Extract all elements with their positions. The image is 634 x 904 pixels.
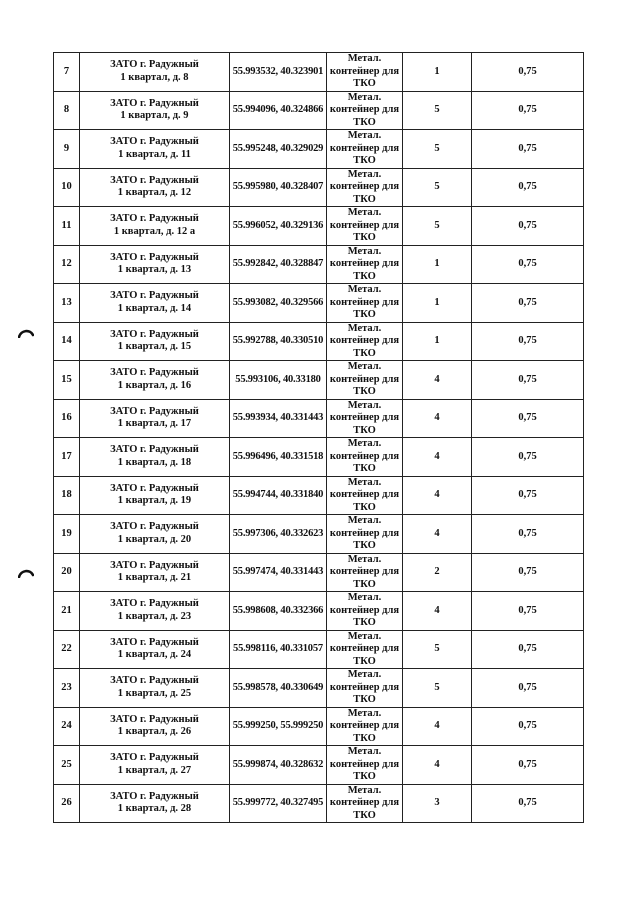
container-type-line-2: контейнер для — [329, 797, 400, 808]
table-row — [54, 630, 584, 669]
address-settlement: ЗАТО г. Радужный — [110, 367, 199, 379]
container-type-line-3: ТКО — [353, 232, 376, 243]
address-settlement: ЗАТО г. Радужный — [110, 136, 199, 148]
table-row — [54, 746, 584, 785]
container-volume-cell: 0,75 — [472, 207, 584, 246]
coordinates-cell: 55.993106, 40.33180 — [230, 361, 327, 400]
container-type-line-1: Метал. — [347, 53, 382, 64]
address-house: 1 квартал, д. 12 а — [113, 225, 196, 237]
container-count-cell: 5 — [403, 207, 472, 246]
address-house: 1 квартал, д. 15 — [117, 341, 192, 353]
address-cell — [80, 284, 230, 323]
container-type-line-2: контейнер для — [329, 181, 400, 192]
container-volume-cell: 0,75 — [472, 438, 584, 477]
container-type-line-3: ТКО — [353, 463, 376, 474]
table-row — [54, 707, 584, 746]
container-count-cell: 4 — [403, 399, 472, 438]
container-type-line-2: контейнер для — [329, 643, 400, 654]
container-count-cell: 5 — [403, 130, 472, 169]
container-count-cell: 5 — [403, 669, 472, 708]
container-type-cell — [327, 784, 403, 823]
container-type-line-1: Метал. — [347, 592, 382, 603]
coordinates-cell: 55.998578, 40.330649 — [230, 669, 327, 708]
address-settlement: ЗАТО г. Радужный — [110, 713, 199, 725]
container-type-line-1: Метал. — [347, 284, 382, 295]
container-volume-cell: 0,75 — [472, 245, 584, 284]
container-type-line-3: ТКО — [353, 655, 376, 667]
address-cell — [80, 168, 230, 207]
container-type-line-1: Метал. — [347, 476, 382, 488]
container-type-cell — [327, 669, 403, 708]
coordinates-cell: 55.999874, 40.328632 — [230, 746, 327, 785]
table-row — [54, 91, 584, 130]
container-volume-cell: 0,75 — [472, 707, 584, 746]
address-cell — [80, 553, 230, 592]
container-count-cell: 5 — [403, 630, 472, 669]
container-type-cell — [327, 168, 403, 207]
table-row — [54, 361, 584, 400]
row-number: 13 — [54, 284, 80, 323]
row-number: 25 — [54, 746, 80, 785]
hole-punch-mark-icon — [18, 328, 34, 338]
container-type-line-3: ТКО — [353, 155, 376, 166]
address-cell — [80, 438, 230, 477]
container-type-line-1: Метал. — [347, 784, 382, 796]
coordinates-cell: 55.992788, 40.330510 — [230, 322, 327, 361]
container-count-cell: 4 — [403, 361, 472, 400]
coordinates-cell: 55.992842, 40.328847 — [230, 245, 327, 284]
row-number: 12 — [54, 245, 80, 284]
container-type-cell — [327, 130, 403, 169]
container-type-cell — [327, 53, 403, 92]
address-settlement: ЗАТО г. Радужный — [110, 213, 199, 225]
container-volume-cell: 0,75 — [472, 515, 584, 554]
table-row — [54, 399, 584, 438]
address-house: 1 квартал, д. 28 — [117, 803, 192, 815]
container-type-line-1: Метал. — [347, 322, 382, 334]
container-type-cell — [327, 399, 403, 438]
container-type-cell — [327, 91, 403, 130]
container-type-line-3: ТКО — [353, 501, 376, 513]
container-type-line-3: ТКО — [353, 578, 376, 590]
container-type-line-3: ТКО — [353, 809, 376, 821]
container-type-line-2: контейнер для — [329, 219, 400, 231]
address-cell — [80, 707, 230, 746]
table-row — [54, 669, 584, 708]
address-cell — [80, 630, 230, 669]
container-type-line-2: контейнер для — [329, 566, 400, 577]
address-house: 1 квартал, д. 21 — [117, 572, 192, 584]
address-house: 1 квартал, д. 8 — [120, 71, 189, 83]
container-type-cell — [327, 245, 403, 284]
container-type-line-1: Метал. — [347, 361, 382, 372]
address-settlement: ЗАТО г. Радужный — [110, 598, 199, 610]
container-count-cell: 4 — [403, 515, 472, 554]
address-cell — [80, 476, 230, 515]
row-number: 20 — [54, 553, 80, 592]
container-count-cell: 4 — [403, 746, 472, 785]
row-number: 18 — [54, 476, 80, 515]
row-number: 19 — [54, 515, 80, 554]
container-type-cell — [327, 707, 403, 746]
address-settlement: ЗАТО г. Радужный — [110, 636, 199, 648]
container-volume-cell: 0,75 — [472, 168, 584, 207]
container-type-line-2: контейнер для — [329, 373, 400, 385]
table-row — [54, 284, 584, 323]
table-row — [54, 168, 584, 207]
address-house: 1 квартал, д. 9 — [120, 110, 189, 122]
container-count-cell: 1 — [403, 245, 472, 284]
container-volume-cell: 0,75 — [472, 669, 584, 708]
container-type-line-3: ТКО — [353, 540, 376, 551]
address-cell — [80, 361, 230, 400]
coordinates-cell: 55.998116, 40.331057 — [230, 630, 327, 669]
coordinates-cell: 55.997306, 40.332623 — [230, 515, 327, 554]
table-row — [54, 476, 584, 515]
address-cell — [80, 91, 230, 130]
address-cell — [80, 515, 230, 554]
coordinates-cell: 55.999772, 40.327495 — [230, 784, 327, 823]
row-number: 15 — [54, 361, 80, 400]
container-count-cell: 4 — [403, 476, 472, 515]
address-cell — [80, 746, 230, 785]
container-type-line-3: ТКО — [353, 193, 376, 205]
container-type-cell — [327, 322, 403, 361]
container-count-cell: 1 — [403, 284, 472, 323]
container-type-line-3: ТКО — [353, 116, 376, 128]
container-type-line-3: ТКО — [353, 309, 376, 320]
container-count-cell: 4 — [403, 592, 472, 631]
container-type-line-1: Метал. — [347, 669, 382, 680]
address-cell — [80, 399, 230, 438]
address-settlement: ЗАТО г. Радужный — [110, 675, 199, 687]
table-row — [54, 53, 584, 92]
container-count-cell: 2 — [403, 553, 472, 592]
address-house: 1 квартал, д. 12 — [117, 187, 192, 199]
container-volume-cell: 0,75 — [472, 784, 584, 823]
address-cell — [80, 130, 230, 169]
container-count-cell: 4 — [403, 707, 472, 746]
container-volume-cell: 0,75 — [472, 476, 584, 515]
container-type-line-3: ТКО — [353, 771, 376, 782]
container-type-line-2: контейнер для — [329, 450, 400, 462]
address-settlement: ЗАТО г. Радужный — [110, 752, 199, 764]
container-count-cell: 4 — [403, 438, 472, 477]
row-number: 22 — [54, 630, 80, 669]
coordinates-cell: 55.994744, 40.331840 — [230, 476, 327, 515]
container-type-line-3: ТКО — [353, 78, 376, 89]
container-type-line-3: ТКО — [353, 270, 376, 282]
container-volume-cell: 0,75 — [472, 592, 584, 631]
container-type-cell — [327, 630, 403, 669]
container-type-line-3: ТКО — [353, 424, 376, 436]
container-type-line-1: Метал. — [347, 746, 382, 757]
table-row — [54, 207, 584, 246]
table-body — [54, 53, 584, 823]
coordinates-cell: 55.999250, 55.999250 — [230, 707, 327, 746]
table-row — [54, 515, 584, 554]
container-volume-cell: 0,75 — [472, 630, 584, 669]
address-house: 1 квартал, д. 24 — [117, 649, 192, 661]
table-row — [54, 553, 584, 592]
table-row — [54, 130, 584, 169]
table-row — [54, 784, 584, 823]
coordinates-cell: 55.993082, 40.329566 — [230, 284, 327, 323]
table-row — [54, 438, 584, 477]
container-type-cell — [327, 284, 403, 323]
container-type-cell — [327, 553, 403, 592]
container-type-cell — [327, 515, 403, 554]
container-type-line-2: контейнер для — [329, 489, 400, 500]
address-settlement: ЗАТО г. Радужный — [110, 174, 199, 186]
container-type-line-3: ТКО — [353, 732, 376, 744]
container-sites-table — [53, 52, 584, 823]
container-type-cell — [327, 438, 403, 477]
container-type-line-1: Метал. — [347, 438, 382, 449]
container-type-line-2: контейнер для — [329, 720, 400, 731]
container-type-line-1: Метал. — [347, 399, 382, 411]
address-settlement: ЗАТО г. Радужный — [110, 482, 199, 494]
address-house: 1 квартал, д. 23 — [117, 610, 192, 622]
container-count-cell: 1 — [403, 322, 472, 361]
container-type-line-1: Метал. — [347, 553, 382, 565]
row-number: 14 — [54, 322, 80, 361]
row-number: 21 — [54, 592, 80, 631]
address-cell — [80, 784, 230, 823]
container-type-line-2: контейнер для — [329, 527, 400, 539]
row-number: 9 — [54, 130, 80, 169]
container-type-cell — [327, 746, 403, 785]
container-type-line-1: Метал. — [347, 168, 382, 180]
coordinates-cell: 55.997474, 40.331443 — [230, 553, 327, 592]
container-type-cell — [327, 592, 403, 631]
container-type-line-2: контейнер для — [329, 296, 400, 308]
container-type-cell — [327, 361, 403, 400]
address-settlement: ЗАТО г. Радужный — [110, 444, 199, 456]
address-cell — [80, 245, 230, 284]
container-type-line-1: Метал. — [347, 245, 382, 257]
container-volume-cell: 0,75 — [472, 322, 584, 361]
table-row — [54, 245, 584, 284]
container-count-cell: 1 — [403, 53, 472, 92]
table-row — [54, 322, 584, 361]
table-row — [54, 592, 584, 631]
container-type-line-2: контейнер для — [329, 65, 400, 77]
row-number: 11 — [54, 207, 80, 246]
address-settlement: ЗАТО г. Радужный — [110, 328, 199, 340]
row-number: 24 — [54, 707, 80, 746]
address-settlement: ЗАТО г. Радужный — [110, 559, 199, 571]
address-cell — [80, 322, 230, 361]
container-volume-cell: 0,75 — [472, 130, 584, 169]
row-number: 16 — [54, 399, 80, 438]
row-number: 23 — [54, 669, 80, 708]
address-settlement: ЗАТО г. Радужный — [110, 290, 199, 302]
container-type-line-1: Метал. — [347, 630, 382, 642]
row-number: 7 — [54, 53, 80, 92]
container-count-cell: 5 — [403, 91, 472, 130]
container-volume-cell: 0,75 — [472, 53, 584, 92]
address-house: 1 квартал, д. 26 — [117, 726, 192, 738]
container-type-line-2: контейнер для — [329, 412, 400, 423]
coordinates-cell: 55.993934, 40.331443 — [230, 399, 327, 438]
container-volume-cell: 0,75 — [472, 91, 584, 130]
hole-punch-mark-icon — [18, 568, 34, 578]
address-house: 1 квартал, д. 18 — [117, 456, 192, 468]
container-type-line-2: контейнер для — [329, 758, 400, 770]
address-cell — [80, 207, 230, 246]
coordinates-cell: 55.995248, 40.329029 — [230, 130, 327, 169]
container-type-line-3: ТКО — [353, 386, 376, 397]
address-house: 1 квартал, д. 19 — [117, 495, 192, 507]
address-house: 1 квартал, д. 11 — [118, 148, 191, 160]
address-settlement: ЗАТО г. Радужный — [110, 790, 199, 802]
container-type-cell — [327, 476, 403, 515]
container-type-line-1: Метал. — [347, 130, 382, 141]
coordinates-cell: 55.995980, 40.328407 — [230, 168, 327, 207]
container-type-line-1: Метал. — [347, 515, 382, 526]
coordinates-cell: 55.996496, 40.331518 — [230, 438, 327, 477]
container-volume-cell: 0,75 — [472, 746, 584, 785]
container-type-line-3: ТКО — [353, 347, 376, 359]
address-house: 1 квартал, д. 14 — [117, 302, 192, 314]
address-cell — [80, 592, 230, 631]
container-count-cell: 3 — [403, 784, 472, 823]
container-volume-cell: 0,75 — [472, 361, 584, 400]
address-settlement: ЗАТО г. Радужный — [110, 405, 199, 417]
container-type-line-2: контейнер для — [329, 604, 400, 616]
address-house: 1 квартал, д. 25 — [117, 687, 192, 699]
container-type-line-1: Метал. — [347, 91, 382, 103]
container-volume-cell: 0,75 — [472, 399, 584, 438]
container-type-line-1: Метал. — [347, 707, 382, 719]
address-house: 1 квартал, д. 20 — [117, 533, 192, 545]
address-house: 1 квартал, д. 16 — [117, 379, 192, 391]
container-type-line-2: контейнер для — [329, 258, 400, 269]
address-house: 1 квартал, д. 13 — [117, 264, 192, 276]
container-type-line-2: контейнер для — [329, 142, 400, 154]
row-number: 26 — [54, 784, 80, 823]
container-volume-cell: 0,75 — [472, 553, 584, 592]
container-type-line-2: контейнер для — [329, 335, 400, 346]
address-settlement: ЗАТО г. Радужный — [110, 59, 199, 71]
container-type-line-1: Метал. — [347, 207, 382, 218]
coordinates-cell: 55.996052, 40.329136 — [230, 207, 327, 246]
container-count-cell: 5 — [403, 168, 472, 207]
address-house: 1 квартал, д. 27 — [117, 764, 192, 776]
row-number: 17 — [54, 438, 80, 477]
coordinates-cell: 55.998608, 40.332366 — [230, 592, 327, 631]
address-settlement: ЗАТО г. Радужный — [110, 521, 199, 533]
container-type-cell — [327, 207, 403, 246]
container-volume-cell: 0,75 — [472, 284, 584, 323]
address-cell — [80, 53, 230, 92]
row-number: 8 — [54, 91, 80, 130]
address-house: 1 квартал, д. 17 — [117, 418, 192, 430]
coordinates-cell: 55.993532, 40.323901 — [230, 53, 327, 92]
container-type-line-3: ТКО — [353, 617, 376, 628]
address-settlement: ЗАТО г. Радужный — [110, 251, 199, 263]
row-number: 10 — [54, 168, 80, 207]
coordinates-cell: 55.994096, 40.324866 — [230, 91, 327, 130]
address-settlement: ЗАТО г. Радужный — [110, 97, 199, 109]
container-type-line-3: ТКО — [353, 694, 376, 705]
container-type-line-2: контейнер для — [329, 104, 400, 115]
address-cell — [80, 669, 230, 708]
container-type-line-2: контейнер для — [329, 681, 400, 693]
